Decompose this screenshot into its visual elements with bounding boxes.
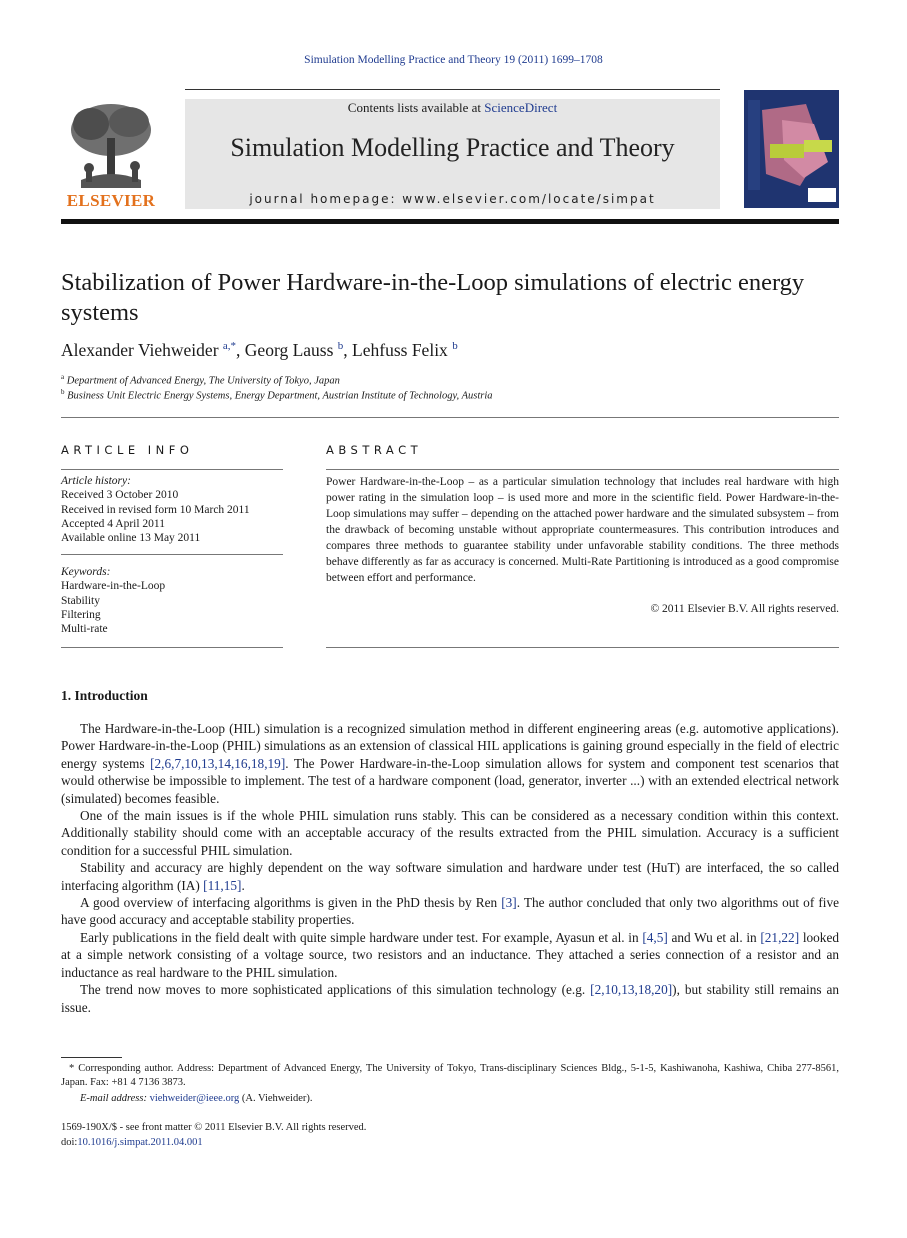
paragraph: [61, 981, 839, 1016]
divider-rule: [61, 469, 283, 470]
keywords-block: [61, 565, 283, 636]
asterisk-mark: *: [69, 1063, 75, 1074]
divider-rule: [61, 554, 283, 555]
footnote-rule: [61, 1057, 122, 1058]
divider-rule: [61, 417, 839, 418]
paragraph-text: and Wu et al. in: [667, 929, 761, 945]
paragraph-text: . The Power Hardware-in-the-Loop simulation allows for system and component test scenarios that would otherwise be impossible to implement. The test of a hardware component (load, generator, inverter ...) with an extended electrical network (simulated) becomes feasible.: [61, 755, 839, 806]
paragraph: [61, 894, 839, 929]
contents-prefix: Contents lists available at: [347, 100, 485, 115]
keywords-label: Keywords:: [61, 566, 111, 578]
reference-link[interactable]: [3]: [501, 895, 517, 911]
paragraph-text: Early publications in the field dealt with quite simple hardware under test. For example, Ayasun et al. in: [80, 929, 643, 945]
paragraph: [61, 859, 839, 894]
header-thick-rule: [61, 219, 839, 224]
journal-title: Simulation Modelling Practice and Theory: [230, 133, 675, 162]
corresponding-author-note: [61, 1062, 839, 1090]
reference-link[interactable]: [2,10,13,18,20]: [590, 982, 673, 998]
email-note: [61, 1092, 839, 1106]
author-affiliation-mark[interactable]: b: [452, 340, 458, 353]
paragraph-text: looked at a simple network consisting of a voltage source, two resistors and an inductance. They attached a series connection of a resistor and an inductance as real hardware to the PHIL simulation.: [61, 929, 840, 980]
history-item: Received 3 October 2010: [61, 489, 179, 502]
abstract-copyright: © 2011 Elsevier B.V. All rights reserved.: [650, 603, 839, 615]
author-name: Lehfuss Felix: [352, 340, 448, 360]
affiliation-text: Business Unit Electric Energy Systems, Energy Department, Austrian Institute of Technology, Austria: [67, 390, 493, 402]
affiliation-mark: a: [61, 373, 65, 381]
paragraph: One of the main issues is if the whole PHIL simulation runs stably. This can be considered as a necessary condition within this context. Additionally stability should come with an acceptable accuracy of the results extracted from the PHIL simulation. Accuracy is a sufficient condition for a successful PHIL simulation.: [61, 808, 839, 858]
keyword: Stability: [61, 594, 100, 607]
author-separator: ,: [236, 340, 245, 360]
paragraph-text: Stability and accuracy are highly dependent on the way software simulation and hardware under test (HuT) are interfaced, the so called interfacing algorithm (IA): [61, 860, 839, 893]
abstract-text: Power Hardware-in-the-Loop – as a particular simulation technology that includes real hardware with high power rating in the simulation loop – is used more and more in the scientific field. Power Hardware-in-the-Loop simulations may suffer – depending on the attached power hardware and the simulated subsystem – from the drawback of becoming unstable without appropriate countermeasures. This contribution introduces and compares three methods to guarantee stability under unfavorable stability conditions. The three methods behave differently as far as accuracy is concerned. Multi-Rate Partitioning is introduced as a good compromise between effort and performance.: [326, 476, 839, 584]
keyword: Multi-rate: [61, 623, 108, 636]
reference-link[interactable]: [11,15]: [203, 877, 242, 893]
article-history: [61, 474, 283, 545]
paragraph: [61, 929, 839, 981]
article-info-heading: ARTICLE INFO: [61, 443, 194, 457]
doi-link[interactable]: 10.1016/j.simpat.2011.04.001: [77, 1137, 203, 1148]
history-label: Article history:: [61, 475, 131, 487]
email-suffix: (A. Viehweider).: [241, 1093, 313, 1104]
author-list: [61, 340, 841, 361]
paragraph-text: A good overview of interfacing algorithms is given in the PhD thesis by Ren: [80, 895, 502, 911]
divider-rule: [326, 647, 839, 648]
paragraph-text: .: [241, 877, 245, 893]
affiliation-a: [61, 373, 841, 387]
paragraph: [61, 720, 839, 807]
sciencedirect-link[interactable]: ScienceDirect: [484, 100, 558, 115]
keyword: Filtering: [61, 608, 101, 621]
paragraph-text: . The author concluded that only two algorithms out of five have good accuracy and acceptable stability properties.: [61, 895, 839, 928]
journal-citation[interactable]: Simulation Modelling Practice and Theory 19 (2011) 1699–1708: [304, 54, 603, 66]
divider-rule: [61, 647, 283, 648]
affiliation-b: [61, 388, 841, 402]
author-separator: ,: [343, 340, 353, 360]
reference-link[interactable]: [21,22]: [760, 929, 800, 945]
history-item: Available online 13 May 2011: [61, 532, 201, 545]
introduction-body: [61, 720, 839, 1016]
article-title: Stabilization of Power Hardware-in-the-Loop simulations of electric energy systems: [61, 269, 805, 326]
author-name: Georg Lauss: [244, 340, 334, 360]
paragraph-text: ), but stability still remains an issue.: [61, 982, 839, 1015]
history-item: Accepted 4 April 2011: [61, 517, 166, 530]
history-item: Received in revised form 10 March 2011: [61, 503, 250, 516]
elsevier-wordmark[interactable]: ELSEVIER: [66, 191, 156, 210]
divider-rule: [326, 469, 839, 470]
paragraph-text: The Hardware-in-the-Loop (HIL) simulation is a recognized simulation method in different engineering areas (e.g. automotive applications). Power Hardware-in-the-Loop (PHIL) simulations as an extension of classical HIL applications is gaining ground especially in the field of electric energy systems: [61, 721, 839, 771]
author-affiliation-mark[interactable]: b: [337, 340, 344, 353]
journal-homepage[interactable]: journal homepage: www.elsevier.com/locate/simpat: [249, 192, 656, 206]
doi-line: [61, 1137, 561, 1148]
email-label: E-mail address:: [80, 1093, 147, 1104]
paragraph-text: The trend now moves to more sophisticated applications of this simulation technology (e.g.: [80, 982, 591, 998]
abstract-heading: ABSTRACT: [326, 443, 423, 457]
issn-line: 1569-190X/$ - see front matter © 2011 Elsevier B.V. All rights reserved.: [61, 1122, 367, 1133]
footnote-text: Corresponding author. Address: Department of Advanced Energy, The University of Tokyo, Trans-disciplinary Sciences Bldg., 5-1-5, Kashiwanoha, Kashiwa, Chiba 277-8561, Japan. Fax: +81 4 7136 3873.: [61, 1063, 839, 1088]
doi-label: doi:: [61, 1137, 78, 1148]
author-name: Alexander Viehweider: [61, 340, 219, 360]
banner-top-rule: [185, 89, 720, 90]
reference-link[interactable]: [2,6,7,10,13,14,16,18,19]: [150, 755, 286, 771]
keyword: Hardware-in-the-Loop: [61, 580, 166, 593]
contents-line: [185, 100, 720, 116]
affiliation-mark: b: [61, 388, 65, 396]
reference-link[interactable]: [4,5]: [642, 929, 668, 945]
email-link[interactable]: viehweider@ieee.org: [149, 1093, 240, 1104]
affiliation-text: Department of Advanced Energy, The University of Tokyo, Japan: [66, 375, 340, 387]
section-heading: 1. Introduction: [61, 688, 148, 703]
author-affiliation-mark[interactable]: a,*: [222, 340, 237, 353]
journal-cover-image[interactable]: [744, 90, 839, 208]
